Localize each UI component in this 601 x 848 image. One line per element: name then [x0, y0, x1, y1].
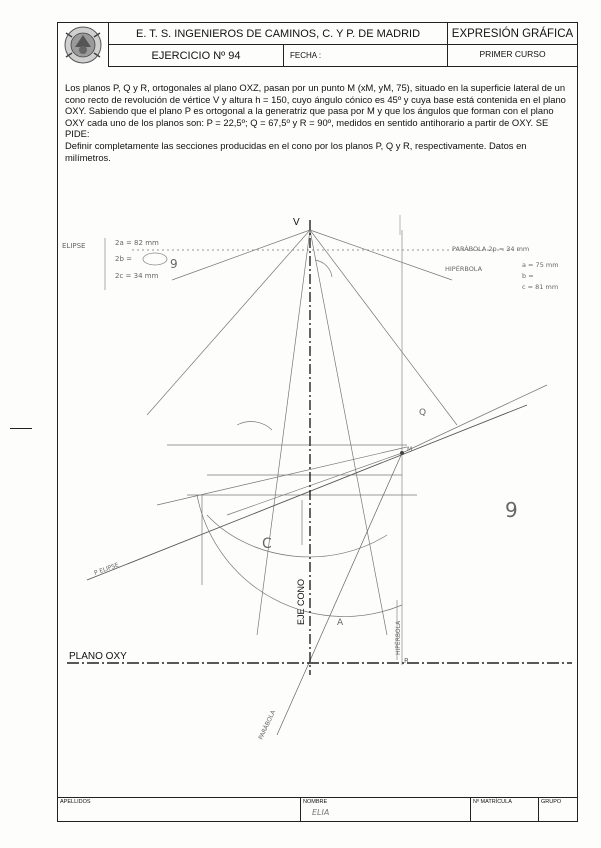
plane-p-trace — [87, 405, 527, 580]
a-mark-label: A — [337, 618, 344, 628]
enrollment-label: Nº MATRÍCULA — [473, 799, 512, 805]
footer-separator — [470, 797, 471, 822]
parabola-note: PARÁBOLA 2p = 34 mm — [452, 245, 530, 253]
exercise-number: EJERCICIO Nº 94 — [108, 44, 284, 67]
subject-title: EXPRESIÓN GRÁFICA — [447, 22, 578, 45]
r-plane-label: R — [404, 657, 409, 665]
institution-title: E. T. S. INGENIEROS DE CAMINOS, C. Y P. DE MADRID — [108, 22, 448, 45]
p-elipse-label: P ELIPSE — [93, 561, 120, 577]
ellipse-note-mark: 9 — [170, 257, 178, 271]
margin-mark — [10, 428, 32, 429]
school-seal-icon — [58, 23, 108, 67]
date-field: FECHA : — [283, 44, 448, 67]
cone-axis-label: EJE CONO — [296, 578, 306, 625]
ellipse-note-title: ELIPSE — [62, 242, 86, 250]
ellipse-note-line-2: 2b = — [115, 255, 132, 263]
hiperbola-label: HIPÉRBOLA — [395, 620, 402, 655]
nine-mark: 9 — [505, 498, 518, 522]
plane-oxy-label: PLANO OXY — [69, 651, 127, 662]
group-label: GRUPO — [541, 799, 562, 805]
construction-drawing — [57, 205, 578, 785]
parabola-label: PARÁBOLA — [257, 709, 278, 741]
point-m-label: M — [407, 446, 413, 453]
point-m-marker — [400, 451, 404, 455]
ellipse-note-line-3: 2c = 34 mm — [115, 272, 159, 280]
hyperbola-note-title: HIPÉRBOLA — [445, 265, 483, 273]
name-label: NOMBRE — [303, 799, 328, 805]
q-plane-label: Q — [419, 408, 427, 418]
footer-divider — [57, 797, 578, 798]
hyperbola-note-line-3: c = 81 mm — [522, 283, 559, 291]
surname-label: APELLIDOS — [60, 799, 91, 805]
generatrix-right — [310, 230, 457, 425]
footer-separator — [300, 797, 301, 822]
problem-statement: Los planos P, Q y R, ortogonales al plano OXZ, pasan por un punto M (xM, yM, 75), situado en la superficie lateral de un cono recto de revolución de vértice V y altura h = 150, cuyo ángulo cónico es 45º y cuya base está contenida en el plano OXY. Sabiendo que el plano P es ortogonal a la generatriz que pasa por M y que los ángulos que forman con el plano OXY cada uno de los planos son: P = 22,5º; Q = 67,5º y R = 90º, medidos en sentido antihorario a partir de OXY. SE PIDE: Definir completamente las secciones producidas en el cono por los planos P, Q y R, respectivamente. Datos en milímetros. — [65, 82, 566, 163]
hyperbola-note-line-2: b = — [522, 272, 534, 280]
hyperbola-note-line-1: a = 75 mm — [522, 261, 559, 269]
ellipse-note-line-1: 2a = 82 mm — [115, 239, 159, 247]
name-value: ELIA — [312, 808, 330, 817]
c-mark-label: C — [262, 536, 272, 552]
course-label: PRIMER CURSO — [447, 44, 578, 67]
vertex-label: V — [293, 217, 300, 228]
footer-separator — [538, 797, 539, 822]
